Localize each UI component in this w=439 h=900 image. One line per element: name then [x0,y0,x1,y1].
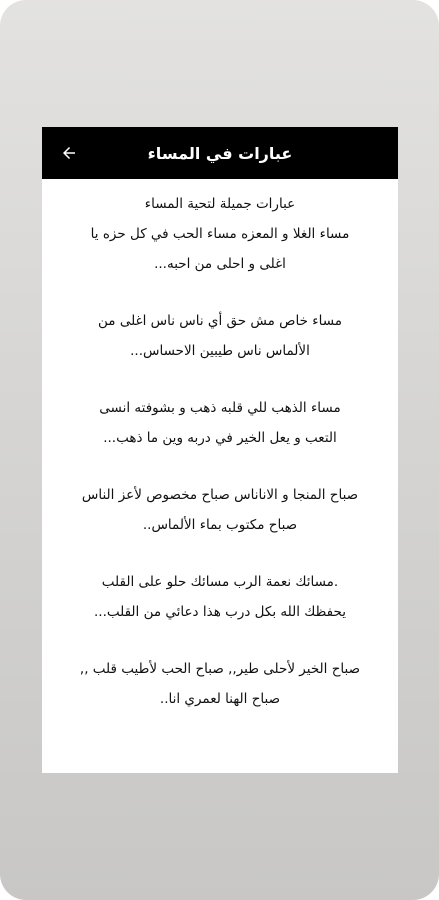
arrow-left-icon [60,144,78,162]
phrase-paragraph [60,189,380,279]
phrase-line: عبارات جميلة لتحية المساء [144,196,296,212]
phrase-line: التعب و يعل الخير في دربه وين ما ذهب... [103,430,337,446]
phrase-line: يحفظك الله بكل درب هذا دعائي من القلب... [94,604,346,620]
phrase-paragraph [60,654,380,714]
phrase-line: صباح المنجا و الاناناس صباح مخصوص لأعز الناس [81,487,359,503]
app-bar [42,127,398,179]
phrase-paragraph [60,480,380,540]
phrase-paragraph [60,393,380,453]
phrase-line: مساء الذهب للي قلبه ذهب و بشوفته انسى [99,400,341,416]
phrase-line: الألماس ناس طيبين الاحساس... [130,343,310,359]
phrase-line: اغلى و احلى من احبه... [154,256,286,272]
phrase-paragraph [60,306,380,366]
phrases-content [42,179,398,714]
phrase-line: مساء الغلا و المعزه مساء الحب في كل حزه يا [90,226,350,242]
phrase-line: صباح الهنا لعمري انا.. [159,691,281,707]
page-title: عبارات في المساء [147,143,293,163]
phrase-paragraph [60,567,380,627]
phrase-line: صباح الخير لأحلى طير,, صباح الحب لأطيب قلب ,, [79,661,361,677]
phrase-line: صباح مكتوب بماء الألماس.. [142,517,298,533]
phrase-line: .مسائك نعمة الرب مسائك حلو على القلب [101,574,339,590]
phrase-line: مساء خاص مش حق أي ناس ناس اغلى من [98,313,342,329]
back-button[interactable] [56,140,82,166]
app-screen [42,127,398,773]
